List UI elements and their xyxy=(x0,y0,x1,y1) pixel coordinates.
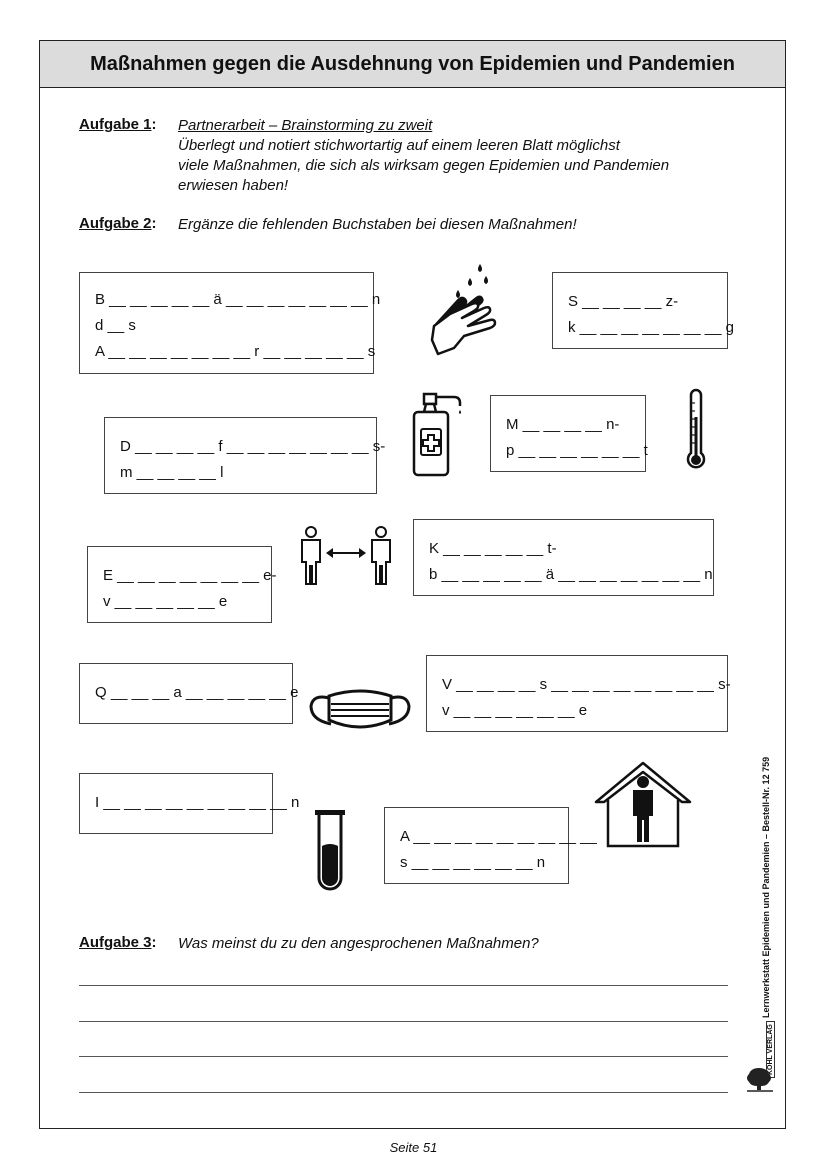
publisher-name: KOHL VERLAG xyxy=(766,1021,775,1078)
task-3-text: Was meinst du zu den angesprochenen Maßnahmen? xyxy=(178,935,539,952)
task-2 xyxy=(79,215,739,237)
puzzle-box[interactable]: B __ __ __ __ __ ä __ __ __ __ __ __ __ n d __ s A __ __ __ __ __ __ __ r __ __ __ __ __ s xyxy=(79,272,374,374)
disinfectant-dispenser-icon xyxy=(410,392,464,478)
puzzle-box[interactable]: E __ __ __ __ __ __ __ e- v __ __ __ __ __ e xyxy=(87,546,272,623)
puzzle-box[interactable]: S __ __ __ __ z- k __ __ __ __ __ __ __ g xyxy=(552,272,728,349)
task-1-line: erwiesen haben! xyxy=(178,177,289,194)
hand-washing-icon xyxy=(428,262,500,358)
stay-home-icon xyxy=(594,760,692,848)
answer-line[interactable] xyxy=(79,985,728,986)
task-2-label: Aufgabe 2: xyxy=(79,215,157,232)
puzzle-box[interactable]: A __ __ __ __ __ __ __ __ __ s __ __ __ __ __ __ n xyxy=(384,807,569,884)
test-tube-icon xyxy=(313,808,347,894)
task-2-text: Ergänze die fehlenden Buchstaben bei diesen Maßnahmen! xyxy=(178,216,577,233)
task-3-label: Aufgabe 3: xyxy=(79,934,157,951)
puzzle-box[interactable]: K __ __ __ __ __ t- b __ __ __ __ __ ä __ __ __ __ __ __ __ n xyxy=(413,519,714,596)
task-1-label: Aufgabe 1: xyxy=(79,116,157,133)
puzzle-box[interactable]: I __ __ __ __ __ __ __ __ __ n xyxy=(79,773,273,834)
task-1-line: viele Maßnahmen, die sich als wirksam gegen Epidemien und Pandemien xyxy=(178,157,670,174)
task-1-body xyxy=(178,116,669,196)
face-mask-icon xyxy=(309,688,411,732)
distance-people-icon xyxy=(298,526,394,586)
puzzle-box[interactable]: D __ __ __ __ f __ __ __ __ __ __ __ s- m __ __ __ __ l xyxy=(104,417,377,494)
task-1-subtitle: Partnerarbeit – Brainstorming zu zweit xyxy=(178,117,433,134)
puzzle-box[interactable]: V __ __ __ __ s __ __ __ __ __ __ __ __ s- v __ __ __ __ __ __ e xyxy=(426,655,728,732)
puzzle-box[interactable]: M __ __ __ __ n- p __ __ __ __ __ __ t xyxy=(490,395,646,472)
task-3 xyxy=(79,934,739,956)
sidebar-text: Lernwerkstatt Epidemien und Pandemien – Bestell-Nr. 12 759 xyxy=(761,756,771,1018)
task-1 xyxy=(79,116,739,196)
answer-line[interactable] xyxy=(79,1092,728,1093)
tree-logo-icon xyxy=(745,1066,773,1092)
page-number: Seite 51 xyxy=(389,1140,438,1155)
title-bar xyxy=(40,41,785,88)
answer-line[interactable] xyxy=(79,1056,728,1057)
puzzle-box[interactable]: Q __ __ __ a __ __ __ __ __ e xyxy=(79,663,293,724)
page-title: Maßnahmen gegen die Ausdehnung von Epidemien und Pandemien xyxy=(90,52,735,75)
task-1-line: Überlegt und notiert stichwortartig auf einem leeren Blatt möglichst xyxy=(178,137,620,154)
thermometer-icon xyxy=(684,387,708,473)
answer-line[interactable] xyxy=(79,1021,728,1022)
